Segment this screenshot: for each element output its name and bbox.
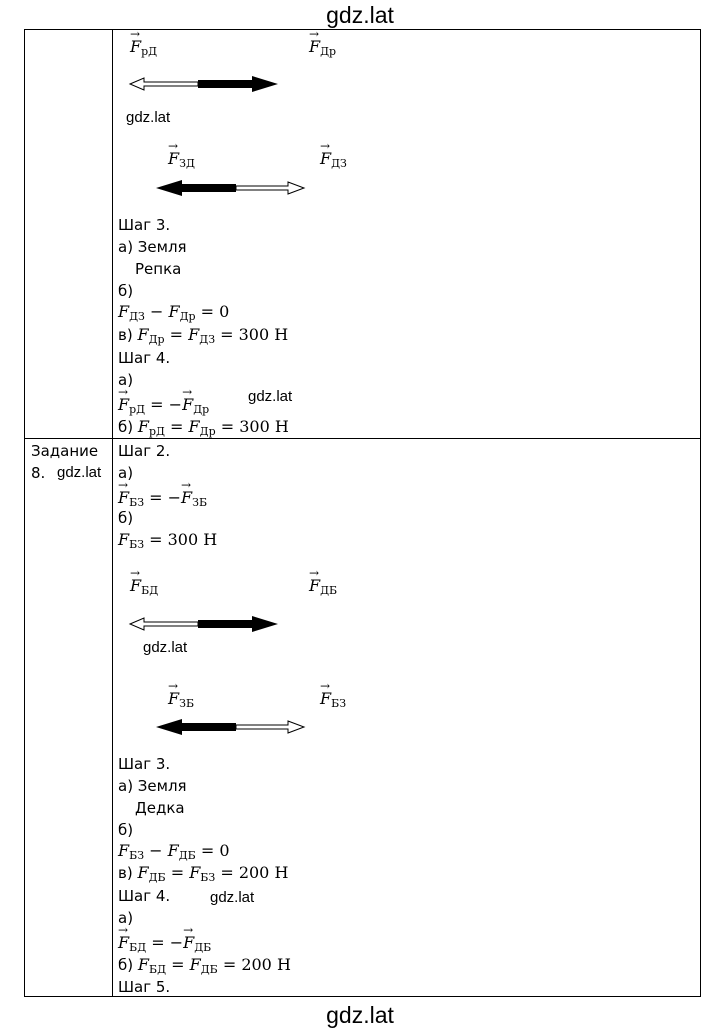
step-heading: Шаг 3. — [118, 755, 171, 773]
step-heading: Шаг 2. — [118, 442, 171, 460]
force-label-bz: → $F_{БЗ}$ — [320, 689, 346, 709]
step-heading: Шаг 3. — [118, 216, 171, 234]
force-arrows-diagram — [154, 180, 309, 198]
step-heading: Шаг 5. — [118, 978, 171, 996]
answer-line: а) — [118, 464, 134, 482]
answer-line: а) Земля — [118, 238, 187, 256]
answer-line: б) — [118, 282, 134, 300]
column-divider — [112, 29, 113, 997]
equation: → $F_{БД}$ = −→ $F_{ДБ}$ — [118, 933, 211, 953]
answer-line: б) — [118, 821, 134, 839]
step-heading: Шаг 4. — [118, 349, 171, 367]
answer-line: а) Земля — [118, 777, 187, 795]
watermark-footer: gdz.lat — [326, 1002, 394, 1028]
answer-line: б) — [118, 509, 134, 527]
equation: в) $F_{Др} = F_{ДЗ} = 300$ Н — [118, 325, 289, 346]
answer-line: а) — [118, 909, 134, 927]
task-label: Задание — [31, 442, 99, 460]
force-label-dr: → $F_{Др}$ — [309, 37, 336, 57]
watermark-text: gdz.lat — [126, 109, 171, 126]
force-label-zb: → $F_{ЗБ}$ — [168, 689, 194, 709]
force-label-db: → $F_{ДБ}$ — [309, 576, 337, 596]
force-arrows-diagram — [154, 719, 309, 737]
watermark-text: gdz.lat — [57, 464, 102, 481]
equation: $F_{БЗ} = 300$ Н — [118, 530, 218, 551]
equation: → $F_{рД}$ = −→ $F_{Др}$ — [118, 395, 209, 415]
watermark-text: gdz.lat — [143, 639, 188, 656]
watermark-text: gdz.lat — [248, 388, 293, 405]
force-label-bd: → $F_{БД}$ — [130, 576, 158, 596]
answer-line: а) — [118, 371, 134, 389]
equation: в) $F_{ДБ} = F_{БЗ} = 200$ Н — [118, 863, 289, 884]
answer-line: Репка — [135, 260, 182, 278]
watermark-header: gdz.lat — [326, 2, 394, 28]
equation: $F_{БЗ} - F_{ДБ} = 0$ — [118, 841, 230, 862]
force-arrows-diagram — [128, 76, 283, 94]
watermark-text: gdz.lat — [210, 889, 255, 906]
force-label-dz: → $F_{ДЗ}$ — [320, 149, 347, 169]
force-label-zd: → $F_{ЗД}$ — [168, 149, 195, 169]
task-number: 8. — [31, 464, 46, 482]
force-arrows-diagram — [128, 616, 283, 634]
equation: б) $F_{рД} = F_{Др} = 300$ Н — [118, 417, 289, 438]
answer-line: Дедка — [135, 799, 185, 817]
row-divider — [24, 438, 701, 439]
force-label-rd: → $F_{рД}$ — [130, 37, 157, 57]
step-heading: Шаг 4. — [118, 887, 171, 905]
equation: $F_{ДЗ} - F_{Др} = 0$ — [118, 302, 230, 323]
equation: б) $F_{БД} = F_{ДБ} = 200$ Н — [118, 955, 291, 976]
equation: → $F_{БЗ}$ = −→ $F_{ЗБ}$ — [118, 488, 207, 508]
